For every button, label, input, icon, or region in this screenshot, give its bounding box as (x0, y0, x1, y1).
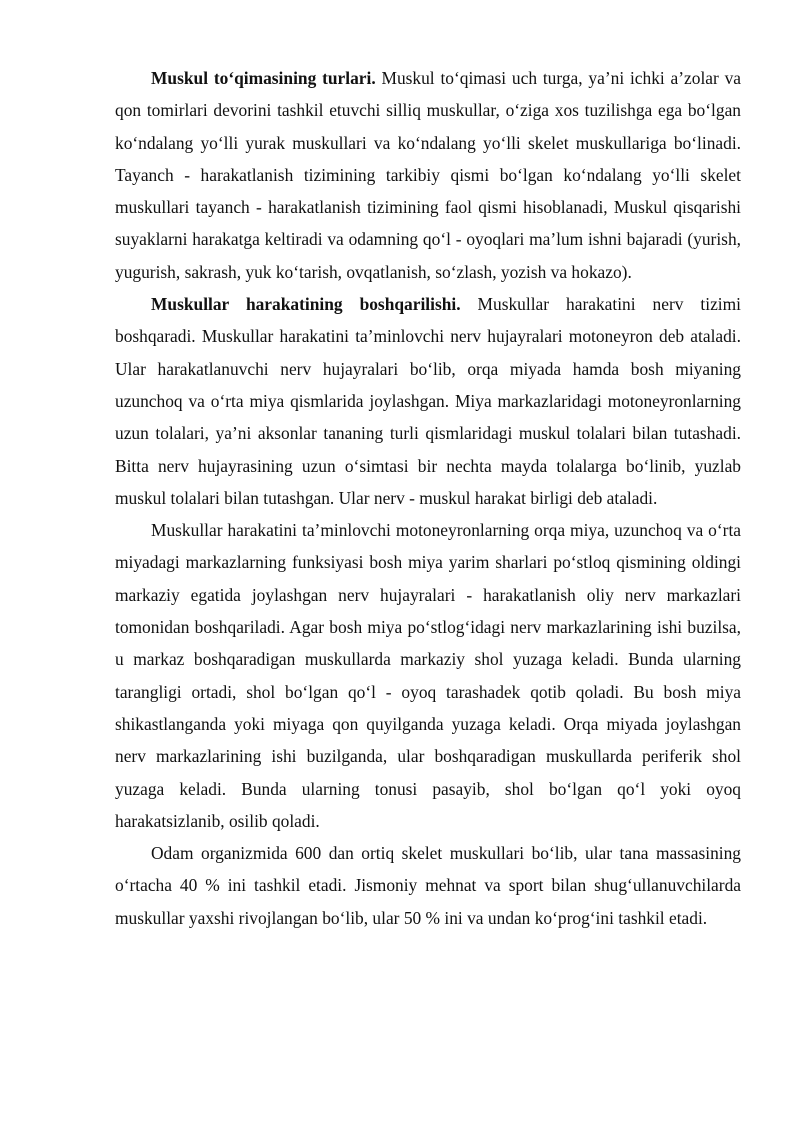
paragraph-text: Muskullar harakatini ta’minlovchi motoneyronlarning orqa miya, uzunchoq va o‘rta miyadagi markazlarning funksiyasi bosh miya yarim sharlari po‘stloq qismining oldingi markaziy egatida joylashgan nerv hujayralari - harakatlanish oliy nerv markazlari tomonidan boshqariladi. Agar bosh miya po‘stlog‘idagi nerv markazlarining ishi buzilsa, u markaz boshqaradigan muskullarda markaziy shol yuzaga keladi. Bunda ularning tarangligi ortadi, shol bo‘lgan qo‘l - oyoq tarashadek qotib qoladi. Bu bosh miya shikastlanganda yoki miyaga qon quyilganda yuzaga keladi. Orqa miyada joylashgan nerv markazlarining ishi buzilganda, ular boshqaradigan muskullarda periferik shol yuzaga keladi. Bunda ularning tonusi pasayib, shol bo‘lgan qo‘l yoki oyoq harakatsizlanib, osilib qoladi. (115, 520, 741, 831)
paragraph-text: Muskullar harakatini nerv tizimi boshqaradi. Muskullar harakatini ta’minlovchi nerv hujayralari motoneyron deb ataladi. Ular harakatlanuvchi nerv hujayralari bo‘lib, orqa miyada hamda bosh miyaning uzunchoq va o‘rta miya qismlarida joylashgan. Miya markazlaridagi motoneyronlarning uzun tolalari, ya’ni aksonlar tananing turli qismlaridagi muskul tolalari bilan tutashadi. Bitta nerv hujayrasining uzun o‘simtasi bir nechta mayda tolalarga bo‘linib, yuzlab muskul tolalari bilan tutashgan. Ular nerv - muskul harakat birligi deb ataladi. (115, 294, 741, 508)
paragraph-heading: Muskul to‘qimasining turlari. (151, 68, 376, 88)
paragraph-text: Odam organizmida 600 dan ortiq skelet muskullari bo‘lib, ular tana massasining o‘rtacha 40 % ini tashkil etadi. Jismoniy mehnat va sport bilan shug‘ullanuvchilarda muskullar yaxshi rivojlangan bo‘lib, ular 50 % ini va undan ko‘prog‘ini tashkil etadi. (115, 843, 741, 928)
document-page (115, 62, 741, 934)
paragraph-heading: Muskullar harakatining boshqarilishi. (151, 294, 461, 315)
paragraph-muscle-control (115, 288, 741, 514)
paragraph-motor-centers (115, 514, 741, 837)
paragraph-muscle-mass (115, 837, 741, 934)
paragraph-text: Muskul to‘qimasi uch turga, ya’ni ichki a’zolar va qon tomirlari devorini tashkil etuvchi silliq muskullar, o‘ziga xos tuzilishga ega bo‘lgan ko‘ndalang yo‘lli yurak muskullari va ko‘ndalang yo‘lli skelet muskullariga bo‘linadi. Tayanch - harakatlanish tizimining tarkibiy qismi bo‘lgan ko‘ndalang yo‘lli skelet muskullari tayanch - harakatlanish tizimining faol qismi hisoblanadi, Muskul qisqarishi suyaklarni harakatga keltiradi va odamning qo‘l - oyoqlari ma’lum ishni bajaradi (yurish, yugurish, sakrash, yuk ko‘tarish, ovqatlanish, so‘zlash, yozish va hokazo). (115, 68, 742, 282)
paragraph-muscle-tissue-types (115, 62, 741, 288)
